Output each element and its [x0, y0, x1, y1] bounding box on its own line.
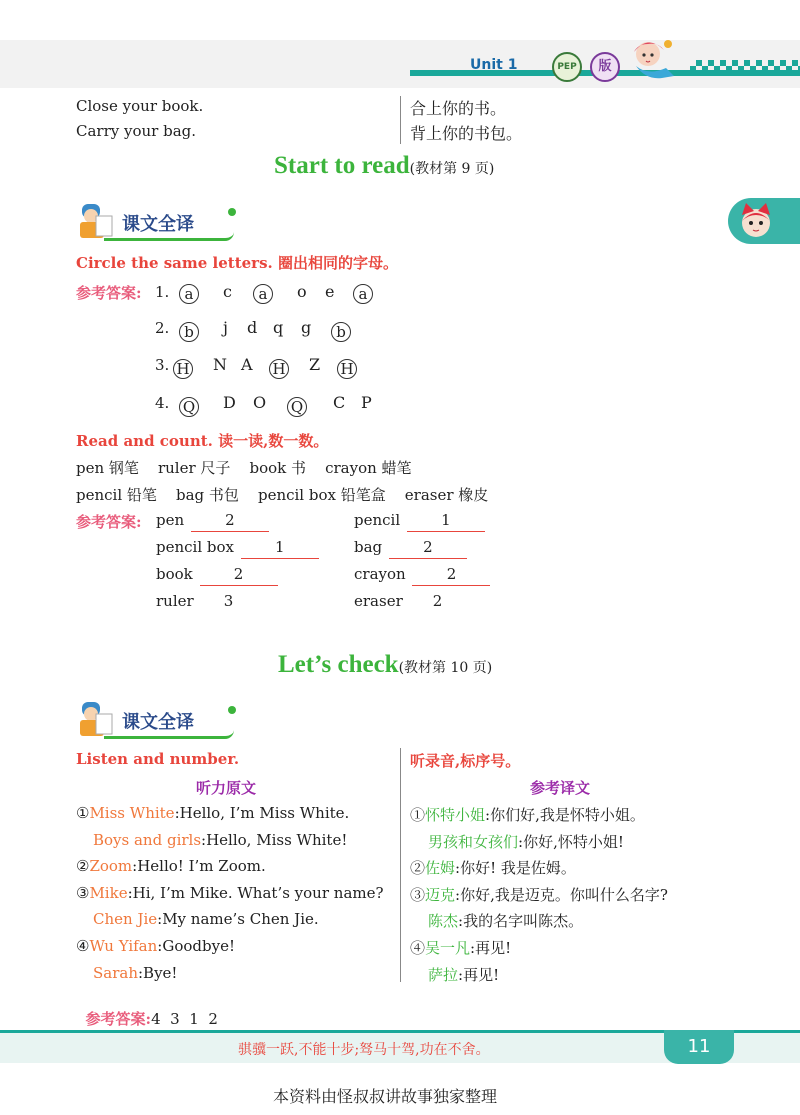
line-text: :Hello, Miss White! — [201, 831, 348, 849]
dialog-line-cn — [410, 857, 576, 878]
right-column-heading: 参考译文 — [530, 779, 591, 797]
section2-heading — [278, 651, 492, 679]
count-item-crayon — [354, 565, 490, 586]
section2-title: Let’s check — [278, 651, 399, 678]
line-text: :我的名字叫陈杰。 — [458, 912, 584, 930]
circled-letter: Q — [287, 397, 307, 417]
section2-tag-label: 课文全译 — [122, 712, 194, 733]
line-text: :你好,我是迈克。你叫什么名字? — [455, 886, 668, 904]
listen-title-cn: 听录音,标序号。 — [410, 752, 521, 770]
circled-letter: b — [179, 322, 199, 342]
line-marker: ① — [410, 806, 426, 824]
speaker: Boys and girls — [93, 831, 202, 849]
pep-badge — [552, 52, 582, 82]
listen-title-en: Listen and number. — [76, 750, 240, 768]
section1-tag — [74, 200, 244, 242]
dialog-line-en — [93, 910, 319, 928]
letter: c — [223, 282, 232, 301]
letter: g — [301, 318, 312, 337]
section1-heading — [274, 152, 494, 180]
letter-row-4 — [155, 393, 372, 416]
listen-answer-label: 参考答案: — [85, 1010, 152, 1028]
letter: d — [247, 318, 258, 337]
circled-letter: a — [253, 284, 273, 304]
circled-letter: a — [353, 284, 373, 304]
section1-title: Start to read — [274, 152, 410, 179]
count-word: pencil — [354, 511, 401, 529]
speaker: 萨拉 — [428, 966, 459, 984]
letter: O — [253, 393, 267, 412]
letter-row-num: 3. — [155, 356, 170, 374]
line-marker: ③ — [76, 884, 90, 902]
count-word: ruler — [156, 592, 194, 610]
line-marker: ④ — [76, 937, 90, 955]
q2-answer-label: 参考答案: — [76, 513, 142, 531]
speaker: 怀特小姐 — [425, 806, 486, 824]
listen-answer-value: 4 3 1 2 — [151, 1010, 218, 1028]
page-number-tab — [664, 1030, 734, 1064]
letter: q — [273, 318, 284, 337]
pep-badge-text: PEP — [557, 62, 577, 72]
circled-letter: H — [269, 359, 289, 379]
count-item-book — [156, 565, 278, 586]
dialog-line-cn — [428, 964, 499, 985]
footer-motto: 骐骥一跃,不能十步;驽马十驾,功在不舍。 — [238, 1042, 490, 1058]
speaker: Mike — [89, 884, 128, 902]
line-text: :再见! — [458, 966, 500, 984]
dialog-line-en — [76, 857, 266, 875]
speaker: Wu Yifan — [89, 937, 158, 955]
count-value: 3 — [223, 592, 234, 610]
letter: o — [297, 282, 307, 301]
edition-badge — [590, 52, 620, 82]
letter: j — [223, 318, 228, 337]
mascot-girl-icon — [622, 36, 686, 80]
speaker: Sarah — [93, 964, 138, 982]
dialog-line-en — [76, 884, 384, 902]
line-text: :Hi, I’m Mike. What’s your name? — [127, 884, 384, 902]
tag-dot — [228, 208, 236, 216]
fox-mascot-icon — [736, 201, 776, 241]
speaker: 男孩和女孩们 — [428, 833, 519, 851]
count-item-pencil — [354, 511, 485, 532]
dialog-line-cn — [428, 831, 624, 852]
count-item-pencil-box — [156, 538, 319, 559]
top-row-en-2: Carry your bag. — [76, 122, 197, 140]
speaker: 佐姆 — [425, 859, 456, 877]
top-row-cn-1: 合上你的书。 — [410, 99, 507, 118]
letter-row-3 — [155, 355, 354, 378]
line-text: :Goodbye! — [157, 937, 235, 955]
section2-page-ref: (教材第 10 页) — [398, 660, 493, 676]
count-word: eraser — [354, 592, 403, 610]
letter-row-num: 2. — [155, 319, 170, 337]
line-text: :你好,怀特小姐! — [518, 833, 624, 851]
count-value: 2 — [191, 511, 269, 532]
speaker: 陈杰 — [428, 912, 459, 930]
vocab-line-2: pencil 铅笔 bag 书包 pencil box 铅笔盒 eraser 橡皮 — [76, 486, 489, 504]
line-marker: ③ — [410, 886, 426, 904]
line-text: :你们好,我是怀特小姐。 — [485, 806, 645, 824]
count-word: book — [156, 565, 193, 583]
count-word: pencil box — [156, 538, 234, 556]
section1-tag-label: 课文全译 — [122, 214, 194, 235]
letter: P — [361, 393, 372, 412]
count-word: pen — [156, 511, 185, 529]
q2-title: Read and count. 读一读,数一数。 — [76, 432, 329, 450]
side-tab — [728, 198, 800, 244]
source-note: 本资料由怪叔叔讲故事独家整理 — [273, 1087, 498, 1106]
edition-badge-text: 版 — [598, 59, 612, 74]
dialog-line-cn — [410, 884, 668, 905]
letter: A — [241, 355, 253, 374]
circled-letter: H — [337, 359, 357, 379]
line-text: :My name’s Chen Jie. — [157, 910, 319, 928]
left-column-heading: 听力原文 — [196, 779, 257, 797]
dialog-line-en — [93, 831, 347, 849]
letter: e — [325, 282, 335, 301]
dialog-line-en — [93, 964, 177, 982]
page-header — [0, 0, 800, 95]
speaker: Zoom — [89, 857, 133, 875]
q1-title: Circle the same letters. 圈出相同的字母。 — [76, 254, 398, 272]
line-text: :Hello! I’m Zoom. — [132, 857, 266, 875]
q1-answer-label: 参考答案: — [76, 284, 142, 302]
dialog-line-en — [76, 804, 349, 822]
circled-letter: H — [173, 359, 193, 379]
line-marker: ① — [76, 804, 90, 822]
line-text: :你好! 我是佐姆。 — [455, 859, 576, 877]
speaker: Miss White — [89, 804, 175, 822]
top-row-divider — [400, 96, 401, 144]
line-text: :Bye! — [138, 964, 178, 982]
line-marker: ② — [76, 857, 90, 875]
letter-row-1 — [155, 282, 368, 303]
line-marker: ④ — [410, 939, 426, 957]
dialog-line-cn — [410, 937, 511, 958]
circled-letter: a — [179, 284, 199, 304]
dialog-line-cn — [410, 804, 645, 825]
count-word: crayon — [354, 565, 406, 583]
letter-row-num: 4. — [155, 394, 170, 412]
circled-letter: Q — [179, 397, 199, 417]
count-value: 2 — [389, 538, 467, 559]
letter: Z — [309, 355, 321, 374]
circled-letter: b — [331, 322, 351, 342]
dialog-divider — [400, 748, 401, 982]
count-value: 2 — [200, 565, 278, 586]
top-row-en-1: Close your book. — [76, 97, 204, 115]
count-value: 1 — [241, 538, 319, 559]
letter: D — [223, 393, 236, 412]
speaker: 吴一凡 — [425, 939, 471, 957]
line-text: :Hello, I’m Miss White. — [174, 804, 350, 822]
header-checker — [690, 60, 800, 76]
count-value: 1 — [407, 511, 485, 532]
section1-page-ref: (教材第 9 页) — [409, 161, 495, 177]
count-item-pen — [156, 511, 269, 532]
dialog-line-cn — [428, 910, 583, 931]
top-row-cn-2: 背上你的书包。 — [410, 124, 523, 143]
speaker: 迈克 — [425, 886, 456, 904]
letter-row-num: 1. — [155, 283, 170, 301]
listen-answer — [76, 990, 218, 1029]
count-item-bag — [354, 538, 467, 559]
tag-dot — [228, 706, 236, 714]
letter: N — [213, 355, 227, 374]
page-number: 11 — [687, 1036, 711, 1057]
section2-tag — [74, 698, 244, 740]
line-text: :再见! — [470, 939, 512, 957]
dialog-line-en — [76, 937, 235, 955]
vocab-line-1: pen 钢笔 ruler 尺子 book 书 crayon 蜡笔 — [76, 459, 412, 477]
count-word: bag — [354, 538, 383, 556]
count-item-ruler — [156, 592, 258, 610]
count-value: 2 — [412, 565, 490, 586]
letter: C — [333, 393, 346, 412]
count-item-eraser — [354, 592, 468, 610]
speaker: Chen Jie — [93, 910, 158, 928]
letter-row-2 — [155, 318, 346, 341]
line-marker: ② — [410, 859, 426, 877]
count-value: 2 — [432, 592, 443, 610]
unit-label: Unit 1 — [470, 57, 518, 73]
